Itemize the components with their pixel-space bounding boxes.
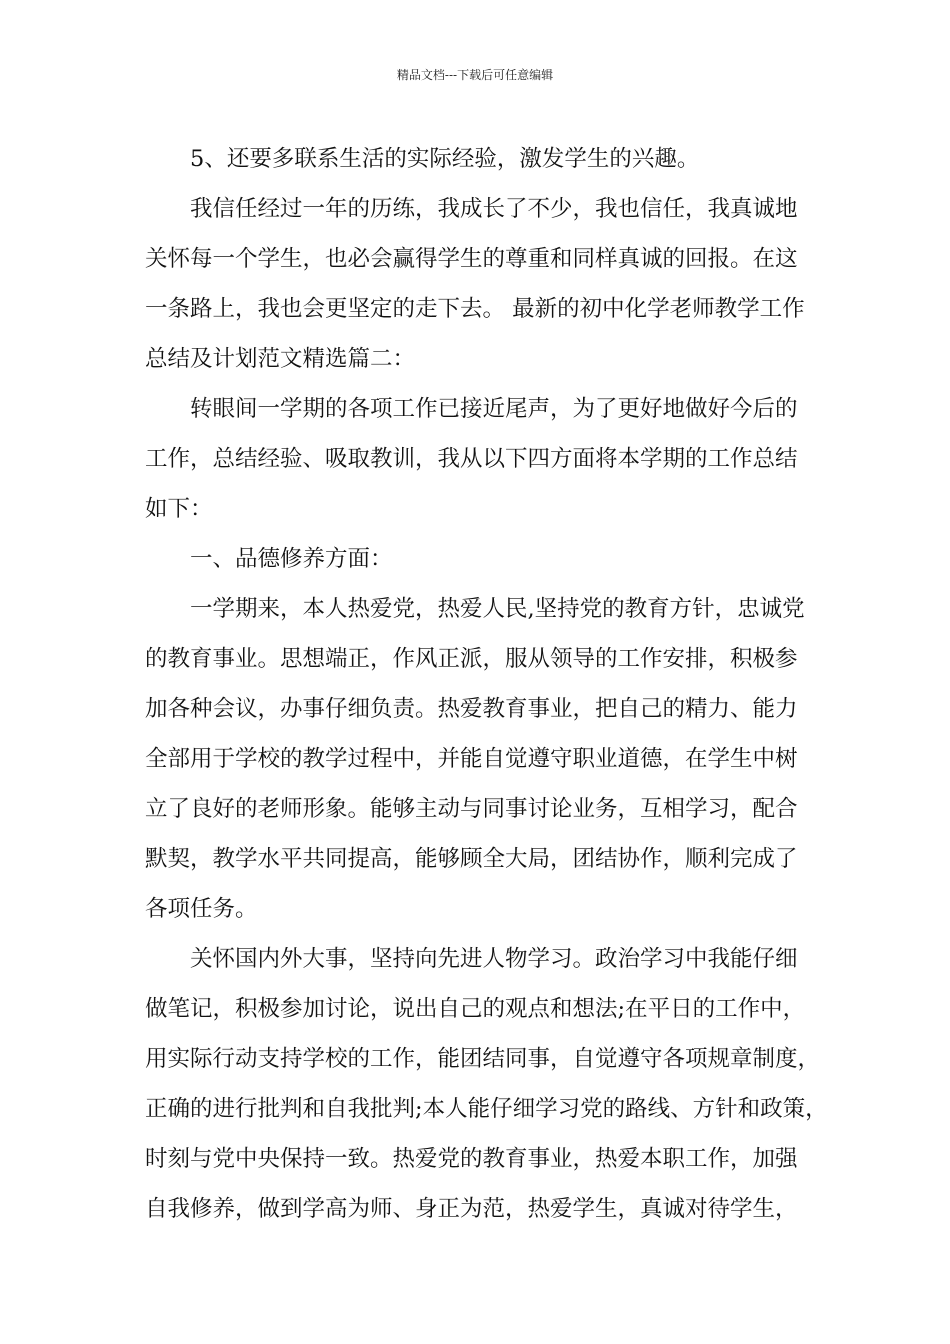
text-line: 时刻与党中央保持一致。热爱党的教育事业，热爱本职工作，加强 [145,1146,798,1172]
text-line: 工作，总结经验、吸取教训，我从以下四方面将本学期的工作总结 [145,446,798,472]
paragraph [145,184,813,384]
text-line: 5、还要多联系生活的实际经验，激发学生的兴趣。 [190,146,700,172]
text-line: 用实际行动支持学校的工作，能团结同事，自觉遵守各项规章制度， [145,1046,821,1072]
paragraph [145,584,813,934]
text-line: 关怀国内外大事，坚持向先进人物学习。政治学习中我能仔细 [190,946,798,972]
paragraph [145,134,813,184]
text-line: 自我修养，做到学高为师、身正为范，热爱学生，真诚对待学生， [145,1196,798,1222]
paragraph [145,934,828,1234]
document-body [145,134,828,1234]
text-line: 总结及计划范文精选篇二： [145,346,416,372]
text-line: 转眼间一学期的各项工作已接近尾声，为了更好地做好今后的 [190,396,798,422]
text-line: 立了良好的老师形象。能够主动与同事讨论业务，互相学习，配合 [145,796,798,822]
text-line: 做笔记，积极参加讨论，说出自己的观点和想法;在平日的工作中， [145,996,806,1022]
text-line: 全部用于学校的教学过程中，并能自觉遵守职业道德，在学生中树 [145,746,798,772]
section-heading [145,534,813,584]
page-header: 精品文档---下载后可任意编辑 [396,68,554,82]
text-line: 正确的进行批判和自我批判;本人能仔细学习党的路线、方针和政策， [145,1096,828,1122]
text-line: 的教育事业。思想端正，作风正派，服从领导的工作安排，积极参 [145,646,798,672]
paragraph [145,384,813,534]
text-line: 加各种会议，办事仔细负责。热爱教育事业，把自己的精力、能力 [145,696,798,722]
text-line: 各项任务。 [145,896,258,922]
text-line: 一学期来，本人热爱党，热爱人民,坚持党的教育方针，忠诚党 [190,596,805,622]
text-line: 关怀每一个学生，也必会赢得学生的尊重和同样真诚的回报。在这 [145,246,798,272]
text-line: 一、品德修养方面： [190,546,393,572]
text-line: 我信任经过一年的历练，我成长了不少，我也信任，我真诚地 [190,196,798,222]
text-line: 如下： [145,496,213,522]
text-line: 默契，教学水平共同提高，能够顾全大局，团结协作，顺利完成了 [145,846,798,872]
text-line: 一条路上，我也会更坚定的走下去。 最新的初中化学老师教学工作 [145,296,805,322]
